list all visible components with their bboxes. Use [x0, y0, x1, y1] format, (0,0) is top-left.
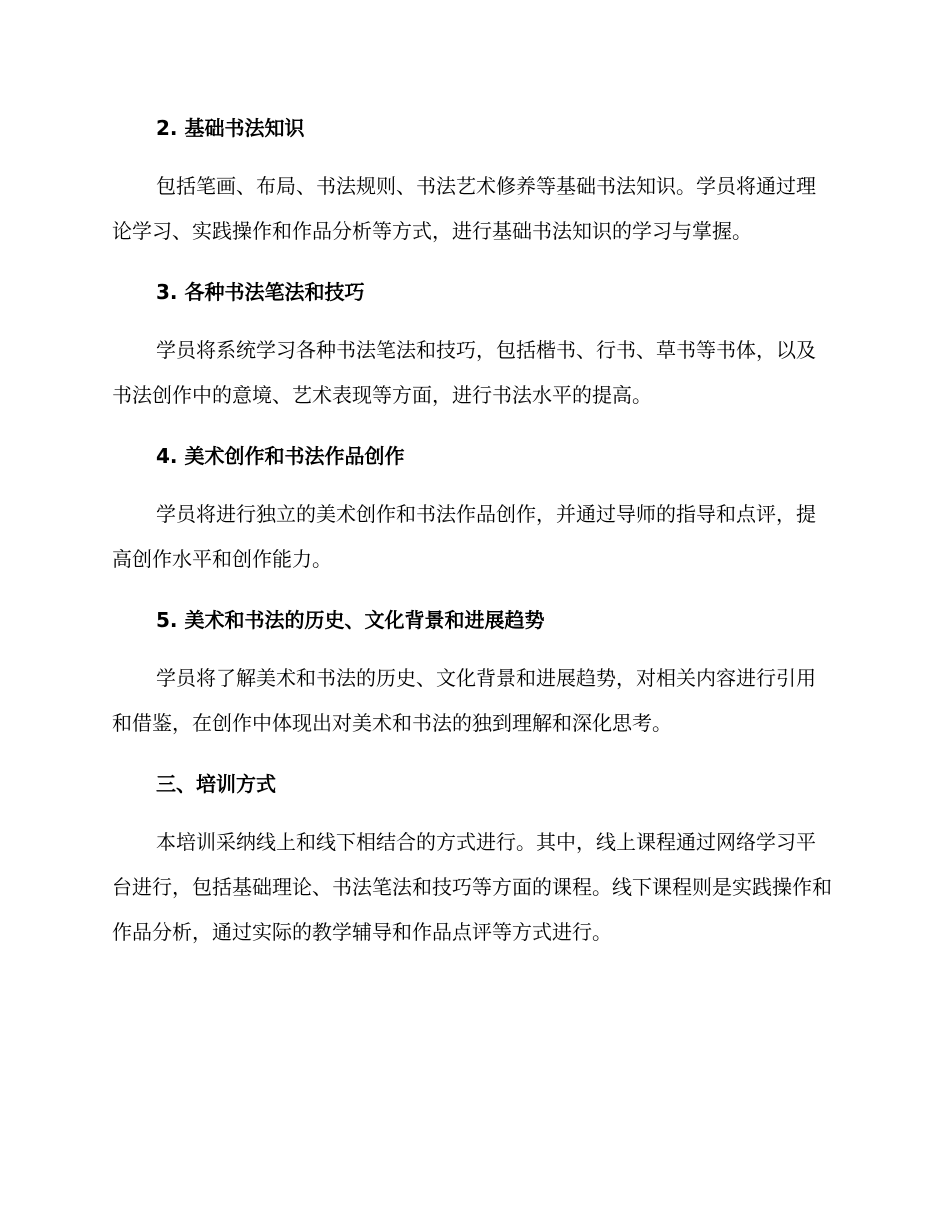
- section-paragraph-brush-techniques: 学员将系统学习各种书法笔法和技巧，包括楷书、行书、草书等书体，以及书法创作中的意境、艺术表现等方面，进行书法水平的提高。: [112, 338, 816, 407]
- section-heading-basic-calligraphy: 2. 基础书法知识: [156, 116, 305, 140]
- section-heading-brush-techniques: 3. 各种书法笔法和技巧: [156, 280, 365, 304]
- section-paragraph-art-creation: 学员将进行独立的美术创作和书法作品创作，并通过导师的指导和点评，提高创作水平和创作能力。: [112, 502, 816, 571]
- section-paragraph-basic-calligraphy: 包括笔画、布局、书法规则、书法艺术修养等基础书法知识。学员将通过理论学习、实践操作和作品分析等方式，进行基础书法知识的学习与掌握。: [112, 174, 816, 243]
- section-paragraph-history-culture: 学员将了解美术和书法的历史、文化背景和进展趋势，对相关内容进行引用和借鉴，在创作中体现出对美术和书法的独到理解和深化思考。: [112, 666, 816, 735]
- section-heading-training-method: 三、培训方式: [156, 772, 276, 796]
- section-paragraph-training-method: 本培训采纳线上和线下相结合的方式进行。其中，线上课程通过网络学习平台进行，包括基础理论、书法笔法和技巧等方面的课程。线下课程则是实践操作和作品分析，通过实际的教学辅导和作品点评等方式进行。: [112, 830, 832, 944]
- section-heading-art-creation: 4. 美术创作和书法作品创作: [156, 444, 405, 468]
- section-heading-history-culture: 5. 美术和书法的历史、文化背景和进展趋势: [156, 608, 545, 632]
